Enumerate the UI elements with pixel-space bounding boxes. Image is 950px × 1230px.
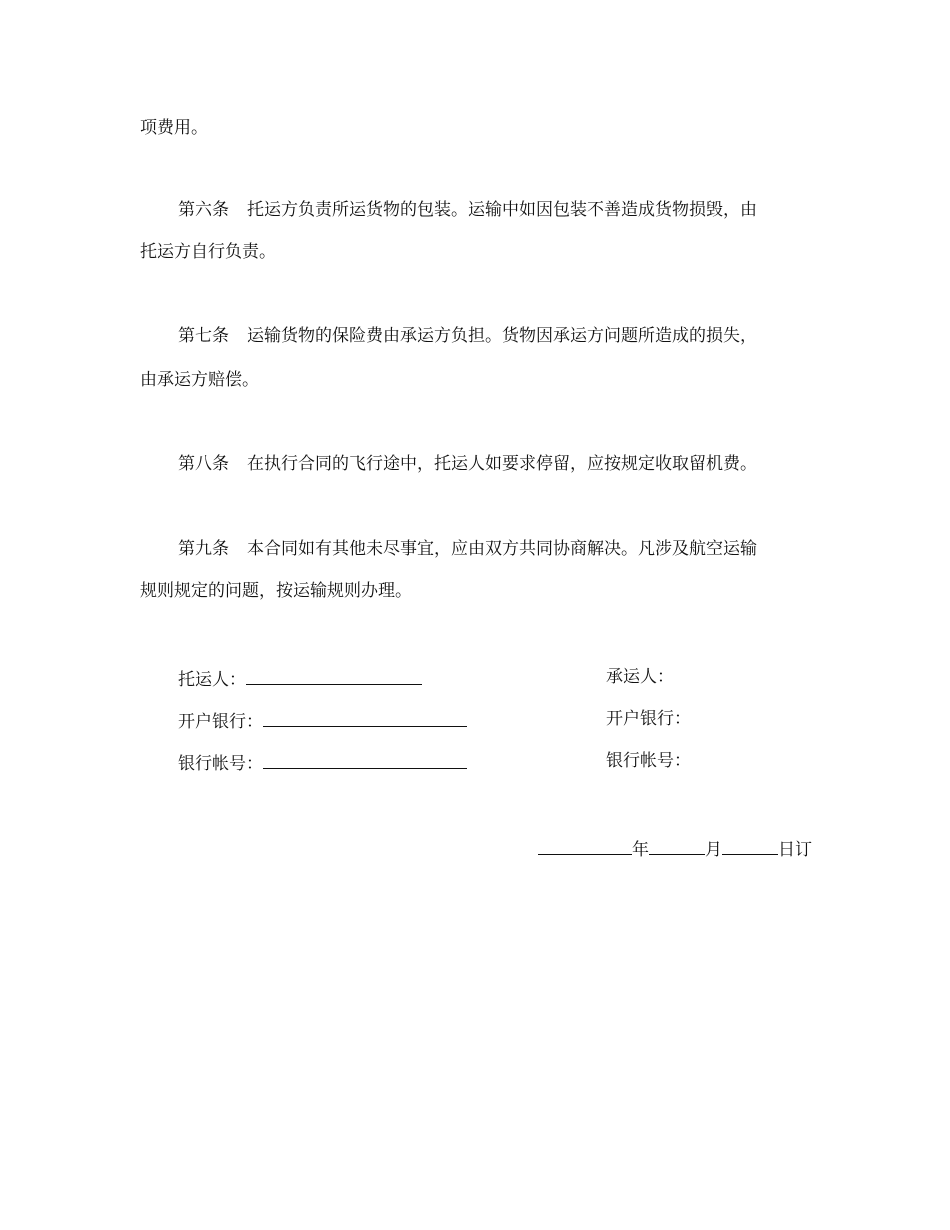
- article-8-number: 第八条: [178, 454, 229, 474]
- article-6-line-2: 托运方自行负责。: [140, 242, 276, 262]
- article-7-line-2: 由承运方赔偿。: [140, 370, 259, 390]
- article-7-number: 第七条: [178, 326, 229, 346]
- shipper-account-blank: [263, 750, 467, 769]
- article-9-text: 本合同如有其他未尽事宜，应由双方共同协商解决。凡涉及航空运输: [247, 539, 757, 559]
- article-9-number: 第九条: [178, 539, 229, 559]
- carrier-account-label: 银行帐号：: [606, 751, 691, 771]
- article-6-number: 第六条: [178, 200, 229, 220]
- shipper-row: [178, 666, 422, 691]
- shipper-account-row: [178, 750, 467, 775]
- article-8-line-1: [178, 453, 812, 475]
- article-9-line-2: 规则规定的问题，按运输规则办理。: [140, 581, 412, 601]
- shipper-bank-label: 开户银行：: [178, 712, 263, 732]
- article-6-text: 托运方负责所运货物的包装。运输中如因包装不善造成货物损毁，由: [247, 200, 757, 220]
- article-6-line-1: [178, 199, 812, 221]
- day-blank: [722, 836, 778, 855]
- shipper-bank-row: [178, 708, 467, 733]
- carrier-bank-label: 开户银行：: [606, 709, 691, 729]
- year-blank: [538, 836, 632, 855]
- shipper-bank-blank: [263, 708, 467, 727]
- date-line: [530, 836, 812, 861]
- shipper-label: 托运人：: [178, 670, 246, 690]
- article-8-text: 在执行合同的飞行途中，托运人如要求停留，应按规定收取留机费。: [247, 454, 757, 474]
- year-label: 年: [632, 840, 649, 860]
- day-label: 日订: [778, 840, 812, 860]
- carrier-label: 承运人：: [606, 667, 674, 687]
- article-7-line-1: [178, 325, 812, 347]
- month-label: 月: [705, 840, 722, 860]
- month-blank: [649, 836, 705, 855]
- shipper-blank: [246, 666, 422, 685]
- article-9-line-1: [178, 538, 812, 560]
- article-7-text: 运输货物的保险费由承运方负担。货物因承运方问题所造成的损失，: [247, 326, 757, 346]
- shipper-account-label: 银行帐号：: [178, 754, 263, 774]
- intro-tail: 项费用。: [140, 118, 208, 138]
